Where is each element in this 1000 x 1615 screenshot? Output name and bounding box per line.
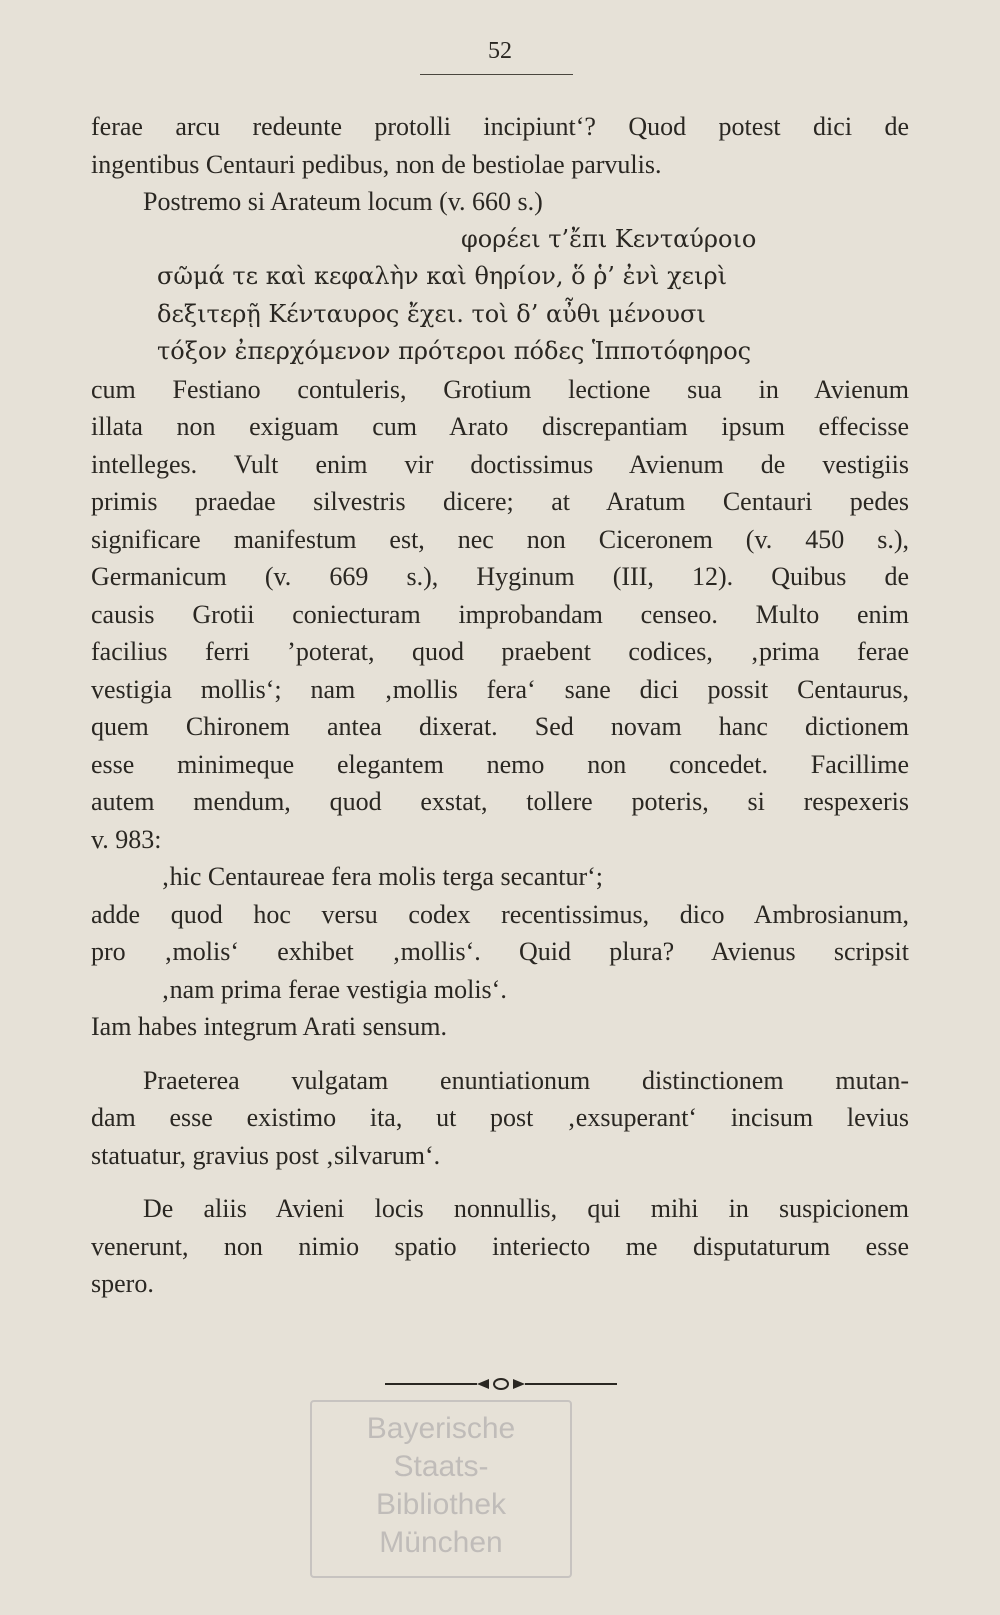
text-line: Iam habes integrum Arati sensum. (91, 1012, 447, 1041)
stamp-line: Staats- (393, 1450, 489, 1483)
text-line: facilius ferri ’poterat, quod praebent codices, ‚prima ferae (91, 637, 909, 666)
text-line: spero. (91, 1269, 154, 1298)
text-line: ferae arcu redeunte protolli incipiunt‘? Quod potest dici de (91, 112, 909, 141)
text-line: autem mendum, quod exstat, tollere poteris, si respexeris (91, 787, 909, 816)
text-line: venerunt, non nimio spatio interiecto me disputaturum esse (91, 1231, 909, 1261)
text-line: cum Festiano contuleris, Grotium lectione sua in Avienum (91, 374, 909, 404)
text-line: intelleges. Vult enim vir doctissimus Avienum de vestigiis (91, 449, 909, 479)
text-line: ‚hic Centaureae fera molis terga secantur‘; (161, 862, 604, 891)
text-line: v. 983: (91, 824, 162, 854)
text-line: significare manifestum est, nec non Ciceronem (v. 450 s.), (91, 524, 909, 554)
greek-verse-line: σῶμά τε καὶ κεφαλὴν καὶ θηρίον, ὅ ῥ’ ἐνὶ χειρὶ (157, 262, 727, 290)
text-line: ‚nam prima ferae vestigia molis‘. (161, 974, 507, 1004)
text-line: statuatur, gravius post ‚silvarum‘. (91, 1140, 441, 1170)
text-line: Praeterea vulgatam enuntiationum distinctionem mutan- (143, 1065, 909, 1095)
text-line: quem Chironem antea dixerat. Sed novam hanc dictionem (91, 712, 909, 741)
text-line: esse minimeque elegantem nemo non concedet. Facillime (91, 749, 909, 779)
greek-verse-line: φορέει τ’ἔπι Κενταύροιο (461, 224, 757, 253)
text-line: primis praedae silvestris dicere; at Aratum Centauri pedes (91, 487, 909, 516)
stamp-line: Bayerische (366, 1412, 516, 1445)
library-stamp (310, 1400, 572, 1578)
text-line: De aliis Avieni locis nonnullis, qui mihi in suspicionem (143, 1194, 909, 1223)
greek-verse-line: δεξιτερῇ Κένταυρος ἔχει. τοὶ δ’ αὖθι μένουσι (157, 299, 706, 328)
stamp-line: München (379, 1526, 503, 1559)
text-line: causis Grotii coniecturam improbandam censeo. Multo enim (91, 599, 909, 629)
text-line: pro ‚molis‘ exhibet ‚mollis‘. Quid plura? Avienus scripsit (91, 937, 909, 966)
text-line: ingentibus Centauri pedibus, non de bestiolae parvulis. (91, 149, 662, 179)
text-line: illata non exiguam cum Arato discrepantiam ipsum effecisse (91, 412, 909, 441)
text-line: Germanicum (v. 669 s.), Hyginum (III, 12). Quibus de (91, 562, 909, 591)
body-text (91, 108, 909, 1303)
text-line: Postremo si Arateum locum (v. 660 s.) (143, 187, 543, 216)
page-number: 52 (488, 38, 512, 64)
greek-verse-line: τόξον ἐπερχόμενον πρότεροι πόδες Ἱπποτόφηρος (157, 337, 752, 365)
ornament-divider (385, 1376, 617, 1392)
text-line: dam esse existimo ita, ut post ‚exsuperant‘ incisum levius (91, 1103, 909, 1132)
text-line: vestigia mollis‘; nam ‚mollis fera‘ sane dici possit Centaurus, (91, 674, 909, 704)
text-line: adde quod hoc versu codex recentissimus, dico Ambrosianum, (91, 899, 909, 929)
stamp-line: Bibliothek (375, 1488, 507, 1521)
header-rule (420, 74, 573, 75)
